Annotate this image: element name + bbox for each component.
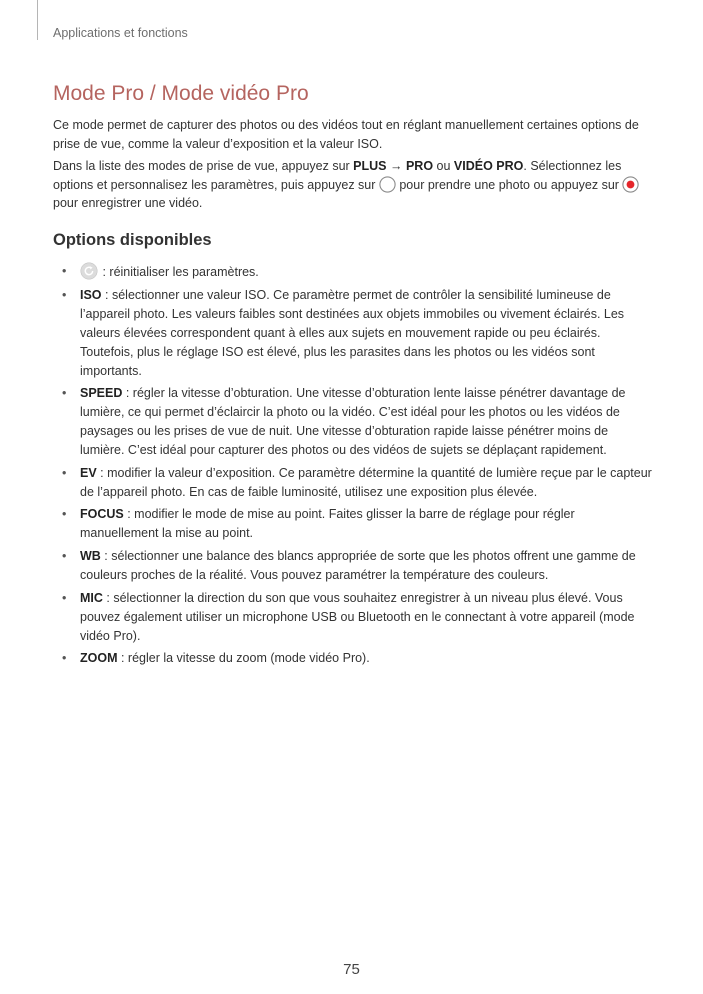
menu-video-pro: VIDÉO PRO	[453, 159, 524, 173]
menu-arrow: →	[386, 159, 406, 173]
option-speed	[53, 384, 653, 460]
menu-pro: PRO	[405, 159, 434, 173]
option-key: EV	[80, 465, 97, 480]
option-desc: : modifier la valeur d’exposition. Ce paramètre détermine la quantité de lumière reçue par le capteur de l’appareil photo. En cas de faible luminosité, utilisez une exposition plus élevée.	[80, 465, 652, 499]
instructions-text-1: Dans la liste des modes de prise de vue, appuyez sur	[53, 159, 354, 173]
running-header: Applications et fonctions	[53, 26, 188, 40]
reset-icon	[80, 262, 98, 280]
option-ev	[53, 464, 653, 502]
instructions-text-4: pour enregistrer une vidéo.	[53, 196, 203, 210]
option-zoom	[53, 649, 653, 668]
option-desc: : sélectionner une balance des blancs appropriée de sorte que les photos offrent une gamme de couleurs proches de la réalité. Vous pouvez paramétrer la température des couleurs.	[80, 548, 636, 582]
section-title: Mode Pro / Mode vidéo Pro	[53, 82, 309, 105]
option-iso	[53, 286, 653, 381]
record-icon	[622, 176, 639, 193]
option-desc: : modifier le mode de mise au point. Faites glisser la barre de réglage pour régler manuellement la mise au point.	[80, 507, 575, 541]
instructions-paragraph	[53, 157, 653, 213]
option-key: MIC	[80, 590, 103, 605]
page-number: 75	[343, 961, 360, 978]
intro-paragraph: Ce mode permet de capturer des photos ou des vidéos tout en réglant manuellement certaines options de prise de vue, comme la valeur d’exposition et la valeur ISO.	[53, 118, 639, 151]
option-key: ISO	[80, 287, 102, 302]
option-reset	[53, 262, 653, 282]
instructions-text-2: . Sélectionnez les options et personnalisez les paramètres, puis appuyez sur	[53, 159, 622, 192]
option-desc: : régler la vitesse du zoom (mode vidéo Pro).	[117, 651, 370, 666]
options-list	[53, 262, 653, 672]
options-title: Options disponibles	[53, 231, 212, 249]
option-key: ZOOM	[80, 651, 118, 666]
menu-plus: PLUS	[353, 159, 387, 173]
camera-shutter-icon	[379, 176, 396, 193]
option-key: FOCUS	[80, 507, 124, 522]
option-desc: : sélectionner la direction du son que vous souhaitez enregistrer à un niveau plus élevé. Vous pouvez également utiliser un microphone USB ou Bluetooth en le connectant à votre appareil (mode vidéo Pro).	[80, 590, 635, 643]
option-focus	[53, 505, 653, 543]
instructions-or: ou	[433, 159, 454, 173]
option-key: WB	[80, 548, 101, 563]
option-key: SPEED	[80, 386, 123, 401]
margin-rule	[37, 0, 38, 40]
option-reset-desc: : réinitialiser les paramètres.	[99, 265, 259, 279]
instructions-text-3: pour prendre une photo ou appuyez sur	[395, 177, 623, 192]
option-wb	[53, 547, 653, 585]
option-mic	[53, 589, 653, 646]
option-desc: : régler la vitesse d’obturation. Une vitesse d’obturation lente laisse pénétrer davantage de lumière, ce qui permet d’éclaircir la photo ou la vidéo. C’est idéal pour les photos ou les vidéos de paysages ou les prises de vue de nuit. Une vitesse d’obturation rapide laisse pénétrer moins de lumière. C’est idéal pour capturer des photos ou des vidéos de sujets se déplaçant rapidement.	[80, 386, 626, 458]
option-desc: : sélectionner une valeur ISO. Ce paramètre permet de contrôler la sensibilité lumineuse de l’appareil photo. Les valeurs faibles sont destinées aux objets immobiles ou vivement éclairés. Les valeurs élevées correspondent quant à elles aux sujets en mouvement rapide ou peu éclairés. Toutefois, plus le réglage ISO est élevé, plus les parasites dans les photos ou les vidéos sont importants.	[80, 287, 625, 378]
